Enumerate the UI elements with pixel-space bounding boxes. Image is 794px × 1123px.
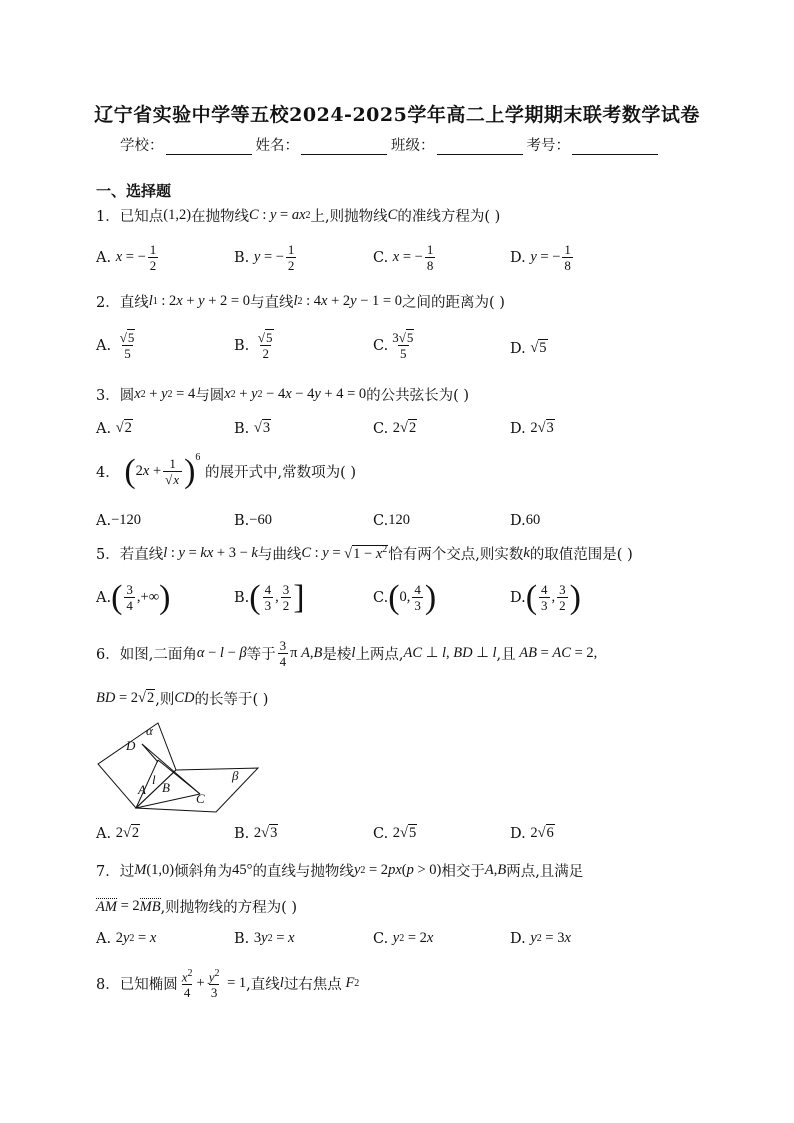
label-alpha: α bbox=[146, 723, 153, 738]
option-3a[interactable]: A. √2 bbox=[96, 420, 132, 437]
option-6c[interactable]: C. 2√5 bbox=[373, 825, 417, 842]
option-2a[interactable]: A. $\frac{√5}{5}$ bbox=[96, 330, 135, 361]
option-5a[interactable]: A. ( $\frac{3}{4}$ ,+∞ ) bbox=[96, 578, 171, 616]
option-7b[interactable]: B. 3 y 2 = x bbox=[234, 930, 295, 947]
option-5d[interactable]: D. ( $\frac{4}{3}$ , $\frac{3}{2}$ ) bbox=[510, 578, 581, 616]
option-6d[interactable]: D. 2√6 bbox=[510, 825, 554, 842]
question-6-cont: BD = 2√2 ,则 CD 的长等于( ) bbox=[96, 690, 269, 708]
name-label: 姓名： bbox=[255, 138, 299, 154]
option-7d[interactable]: D. y 2 = 3 x bbox=[510, 930, 571, 947]
option-1d[interactable]: D. y = − $\frac{1}{8}$ bbox=[510, 242, 571, 273]
label-B: B bbox=[162, 780, 170, 795]
option-1a[interactable]: A. x = − $\frac{1}{2}$ bbox=[96, 242, 157, 273]
label-C: C bbox=[196, 791, 205, 806]
exam-title: 辽宁省实验中学等五校2024-2025学年高二上学期期末联考数学试卷 bbox=[94, 104, 700, 126]
class-field[interactable] bbox=[437, 140, 523, 155]
school-label: 学校： bbox=[120, 138, 164, 154]
question-8: 8． 已知椭圆 $\frac{x^2}{4}$ + $\frac{y^2}{3}$ = 1 ,直线 l 过右焦点 F 2 bbox=[96, 968, 360, 1001]
option-3c[interactable]: C. 2√2 bbox=[373, 420, 417, 437]
student-info-row bbox=[120, 134, 680, 155]
number-field[interactable] bbox=[572, 140, 658, 155]
option-5b[interactable]: B. ( $\frac{4}{3}$ , $\frac{3}{2}$ ] bbox=[234, 578, 305, 616]
question-5: 5． 若直线 l : y = kx + 3 − k 与曲线 C : y = $√1 - x^2$ 恰有两个交点,则实数 k 的取值范围是( ) bbox=[96, 544, 633, 563]
option-7c[interactable]: C. y 2 = 2 x bbox=[373, 930, 434, 947]
question-3: 3． 圆 x 2 + y 2 = 4 与圆 x 2 + y 2 − 4 x − 4 y + 4 = 0 的公共弦长为( ) bbox=[96, 386, 470, 404]
question-1: 1． 已知点 (1,2) 在抛物线 C : y = ax 2 上,则抛物线 C 的准线方程为( ) bbox=[96, 207, 501, 225]
option-7a[interactable]: A. 2 y 2 = x bbox=[96, 930, 157, 947]
school-field[interactable] bbox=[166, 140, 252, 155]
option-1b[interactable]: B. y = − $\frac{1}{2}$ bbox=[234, 242, 295, 273]
option-5c[interactable]: C. ( 0, $\frac{4}{3}$ ) bbox=[373, 578, 437, 616]
option-4a[interactable]: A. −120 bbox=[96, 512, 142, 529]
label-A: A bbox=[138, 782, 146, 797]
option-3d[interactable]: D. 2√3 bbox=[510, 420, 554, 437]
question-2: 2． 直线 l 1 : 2 x + y + 2 = 0 与直线 l 2 : 4 x + 2 y − 1 = 0 之间的距离为( ) bbox=[96, 293, 505, 311]
dihedral-angle-diagram bbox=[96, 718, 266, 818]
option-3b[interactable]: B. √3 bbox=[234, 420, 271, 437]
name-field[interactable] bbox=[301, 140, 387, 155]
label-beta: β bbox=[232, 768, 239, 783]
option-2b[interactable]: B. $\frac{√5}{2}$ bbox=[234, 330, 273, 361]
option-4b[interactable]: B. −60 bbox=[234, 512, 272, 529]
option-2d[interactable]: D. √5 bbox=[510, 340, 547, 357]
question-6: 6． 如图,二面角 α − l − β 等于 $\frac{3}{4}$ π A , B 是棱 l 上两点, AC ⊥ l , BD ⊥ l ,且 AB = AC = 2, bbox=[96, 638, 598, 669]
label-D: D bbox=[126, 738, 136, 753]
label-l: l bbox=[152, 772, 156, 787]
question-4: 4． ( 2 x + $\frac{1}{√x}$ ) $^6$ 的展开式中,常数项为( ) bbox=[96, 452, 357, 490]
class-label: 班级： bbox=[391, 138, 435, 154]
section-heading: 一、选择题 bbox=[96, 182, 172, 200]
question-7: 7． 过 M (1,0) 倾斜角为 45° 的直线与抛物线 y 2 = 2 px ( p > 0) 相交于 A , B 两点,且满足 bbox=[96, 862, 584, 880]
question-7-cont: AM = 2 MB ,则抛物线的方程为( ) bbox=[96, 898, 298, 916]
option-1c[interactable]: C. x = − $\frac{1}{8}$ bbox=[373, 242, 434, 273]
option-6b[interactable]: B. 2√3 bbox=[234, 825, 278, 842]
option-6a[interactable]: A. 2√2 bbox=[96, 825, 140, 842]
number-label: 考号： bbox=[526, 138, 570, 154]
option-4c[interactable]: C. 120 bbox=[373, 512, 410, 529]
option-2c[interactable]: C. $\frac{3√5}{5}$ bbox=[373, 330, 414, 361]
option-4d[interactable]: D. 60 bbox=[510, 512, 541, 529]
